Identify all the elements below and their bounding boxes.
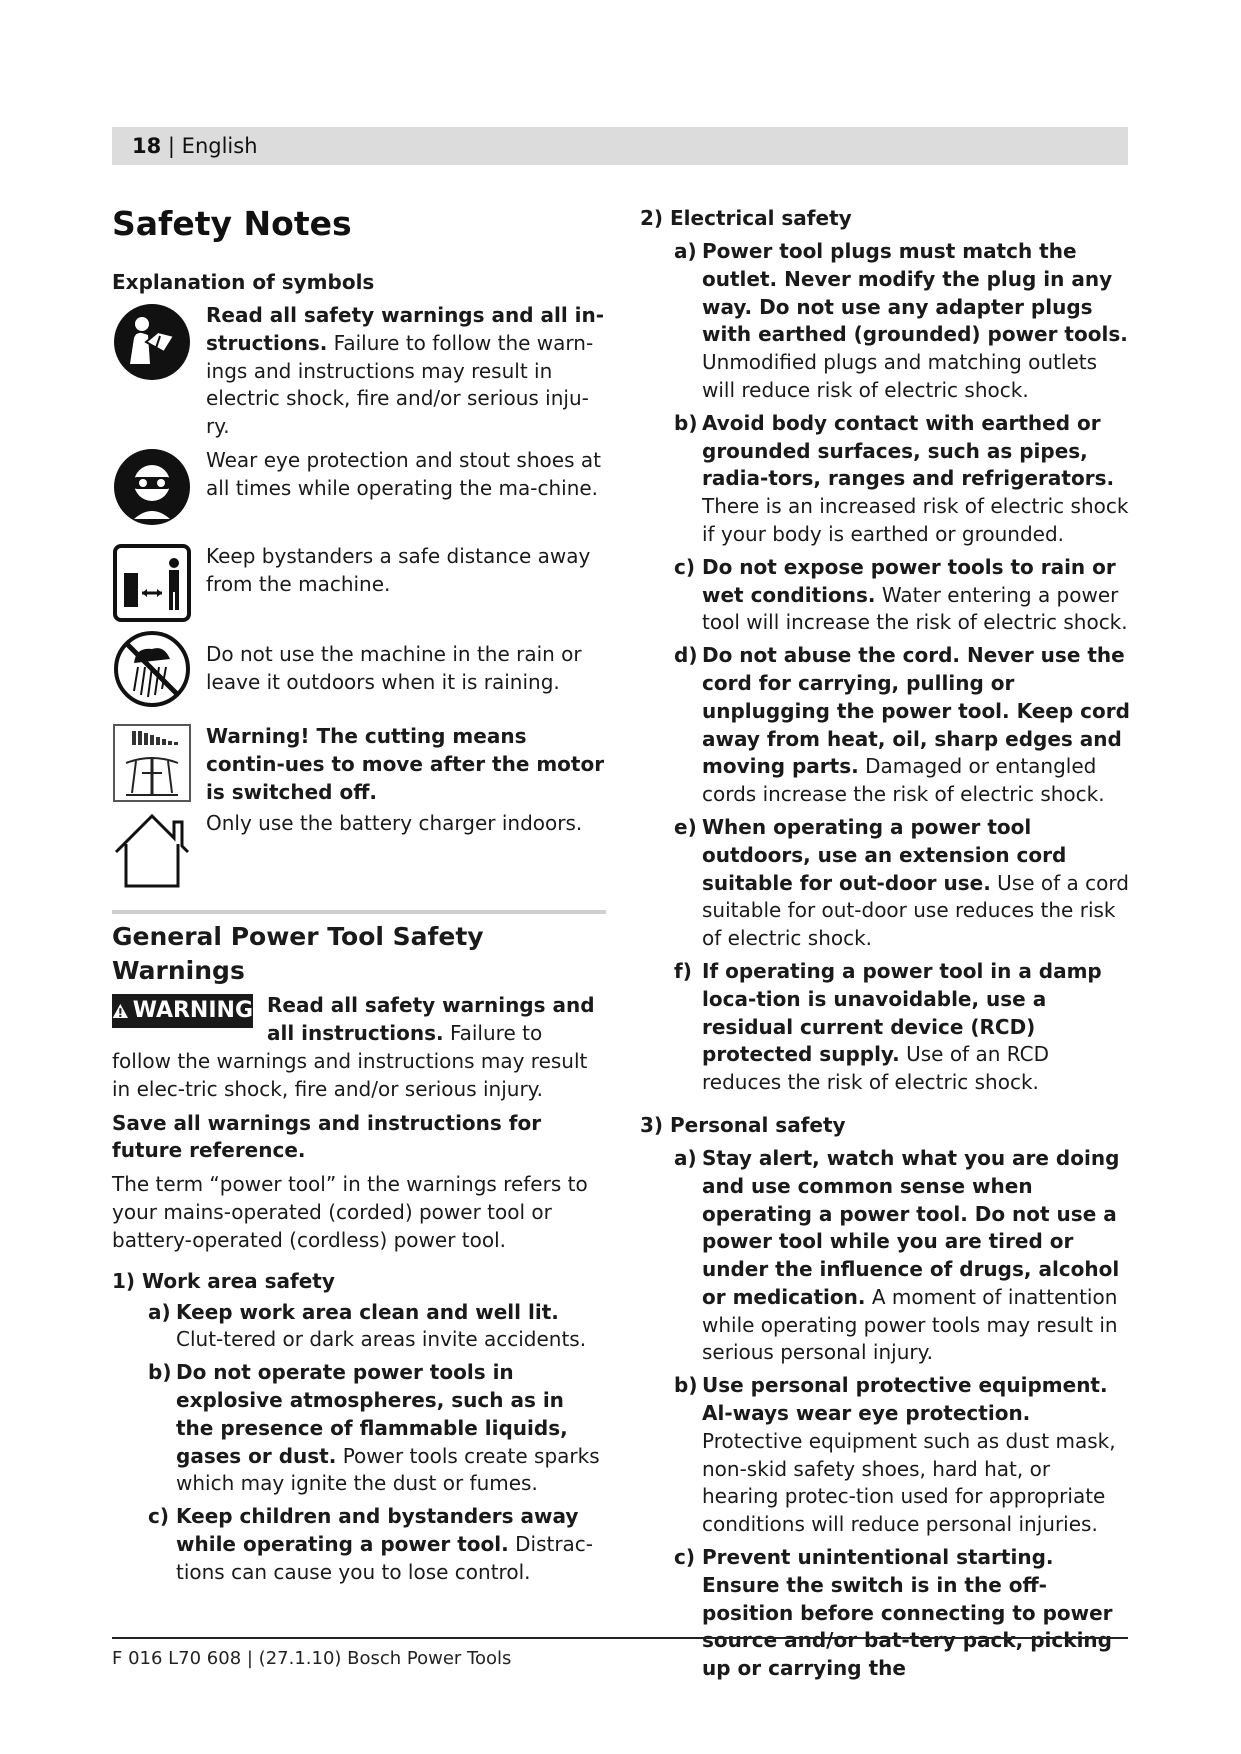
symbol-text: Wear eye protection and stout shoes at all times while operating the ma-chine.	[206, 447, 601, 500]
list-item	[148, 1359, 606, 1498]
list-item	[674, 410, 1130, 549]
work-area-heading: 1) Work area safety	[112, 1268, 335, 1293]
item-text: Unmodified plugs and matching outlets will reduce risk of electric shock.	[702, 350, 1098, 402]
eye-protection-icon	[112, 447, 194, 527]
item-label: b)	[674, 410, 698, 435]
personal-list	[674, 1145, 1130, 1683]
general-warnings-heading: General Power Tool Safety Warnings	[112, 922, 484, 986]
warning-text: Failure to follow the warnings and instructions may result in elec-tric shock, fire and/or serious injury.	[112, 1021, 588, 1101]
item-text: Clut-tered or dark areas invite accidents.	[176, 1327, 587, 1352]
list-item	[674, 238, 1130, 405]
item-label: a)	[674, 1145, 697, 1170]
electrical-heading: 2) Electrical safety	[640, 206, 852, 230]
item-bold-text: Do not abuse the cord. Never use the cord for carrying, pulling or unplugging the power tool. Keep cord away from heat, oil, sharp edges and moving parts.	[702, 643, 1130, 779]
read-manual-icon	[112, 302, 194, 382]
list-item	[148, 1503, 606, 1586]
page-header	[112, 127, 1128, 165]
page-number: 18	[132, 134, 162, 158]
symbol-row	[112, 302, 606, 441]
item-label: c)	[674, 1545, 695, 1570]
item-label: c)	[148, 1504, 169, 1529]
item-bold-text: Power tool plugs must match the outlet. Never modify the plug in any way. Do not use any adapter plugs with earthed (grounded) power tools.	[702, 239, 1128, 347]
term-definition: The term “power tool” in the warnings refers to your mains-operated (corded) power tool or battery-operated (cordless) power tool.	[112, 1172, 588, 1252]
symbol-bold-text: Read all safety warnings and all in-structions.	[206, 303, 605, 355]
symbol-row	[112, 629, 606, 709]
item-bold-text: When operating a power tool outdoors, use an extension cord suitable for out-door use.	[702, 814, 1067, 895]
list-item	[674, 1372, 1130, 1539]
warning-label: WARNING	[132, 998, 253, 1024]
symbols-heading: Explanation of symbols	[112, 270, 375, 294]
keep-distance-icon	[112, 543, 194, 623]
symbol-text: Failure to follow the warn-ings and instructions may result in electric shock, fire and/or serious inju-ry.	[206, 330, 594, 439]
warning-badge	[112, 994, 253, 1028]
page-footer: F 016 L70 608 | (27.1.10) Bosch Power Tools	[112, 1648, 512, 1669]
symbol-row	[112, 723, 606, 806]
list-item	[148, 1299, 606, 1355]
symbol-row	[112, 810, 606, 890]
symbol-text: Keep bystanders a safe distance away from the machine.	[206, 543, 591, 596]
work-area-list	[148, 1299, 606, 1587]
right-column	[640, 204, 1130, 1683]
warning-bold-text: Read all safety warnings and all instructions.	[267, 993, 595, 1046]
symbol-text: Do not use the machine in the rain or leave it outdoors when it is raining.	[206, 641, 582, 694]
section-divider	[112, 910, 606, 914]
list-item	[674, 1544, 1130, 1683]
item-label: a)	[674, 239, 697, 263]
item-label: b)	[148, 1360, 172, 1385]
item-text: Use of a cord suitable for out-door use reduces the risk of electric shock.	[702, 870, 1129, 951]
symbol-text: Only use the battery charger indoors.	[206, 811, 583, 836]
left-column	[112, 200, 606, 1587]
warning-triangle-icon	[112, 1000, 129, 1022]
item-bold-text: Keep work area clean and well lit.	[176, 1299, 559, 1324]
list-item	[674, 814, 1130, 953]
item-text: A moment of inattention while operating power tools may result in serious personal injury.	[702, 1284, 1118, 1365]
symbol-row	[112, 543, 606, 623]
indoor-house-icon	[112, 810, 194, 890]
item-label: e)	[674, 814, 697, 839]
item-text: There is an increased risk of electric shock if your body is earthed or grounded.	[702, 494, 1129, 546]
item-bold-text: Avoid body contact with earthed or grounded surfaces, such as pipes, radia-tors, ranges and refrigerators.	[702, 410, 1115, 491]
item-bold-text: Keep children and bystanders away while operating a power tool.	[176, 1504, 579, 1556]
no-rain-icon	[112, 629, 194, 709]
item-label: f)	[674, 958, 692, 983]
item-text: Distrac-tions can cause you to lose control.	[176, 1531, 594, 1584]
footer-rule	[112, 1637, 1128, 1639]
item-bold-text: Do not expose power tools to rain or wet conditions.	[702, 554, 1116, 607]
personal-heading: 3) Personal safety	[640, 1112, 846, 1137]
item-bold-text: If operating a power tool in a damp loca-tion is unavoidable, use a residual current device (RCD) protected supply.	[702, 958, 1102, 1067]
warning-paragraph	[112, 992, 606, 1103]
item-bold-text: Prevent unintentional starting. Ensure the switch is in the off-position before connecting to power source and/or bat-tery pack, picking up or carrying the	[702, 1545, 1113, 1681]
item-bold-text: Use personal protective equipment. Al-ways wear eye protection.	[702, 1373, 1108, 1426]
item-text: Water entering a power tool will increase the risk of electric shock.	[702, 582, 1128, 635]
item-label: c)	[674, 554, 695, 579]
list-item	[674, 642, 1130, 809]
header-language: English	[181, 134, 258, 158]
header-separator: |	[161, 134, 182, 158]
save-instructions: Save all warnings and instructions for future reference.	[112, 1110, 542, 1163]
item-bold-text: Stay alert, watch what you are doing and use common sense when operating a power tool. Do not use a power tool while you are tired or under the influence of drugs, alcohol or medication.	[702, 1145, 1120, 1309]
cutting-blade-icon	[112, 723, 194, 803]
item-text: Damaged or entangled cords increase the risk of electric shock.	[702, 754, 1105, 807]
page-title: Safety Notes	[112, 204, 352, 243]
item-label: d)	[674, 643, 698, 668]
item-bold-text: Do not operate power tools in explosive atmospheres, such as in the presence of flammable liquids, gases or dust.	[176, 1360, 568, 1468]
list-item	[674, 958, 1130, 1097]
item-text: Power tools create sparks which may ignite the dust or fumes.	[176, 1443, 600, 1496]
item-text: Use of an RCD reduces the risk of electric shock.	[702, 1042, 1050, 1095]
list-item	[674, 554, 1130, 637]
list-item	[674, 1145, 1130, 1367]
symbol-row	[112, 447, 606, 527]
item-label: b)	[674, 1373, 698, 1398]
item-text: Protective equipment such as dust mask, non-skid safety shoes, hard hat, or hearing protec-tion used for appropriate conditions will reduce personal injuries.	[702, 1428, 1116, 1537]
electrical-list	[674, 238, 1130, 1097]
symbol-bold-text: Warning! The cutting means contin-ues to move after the motor is switched off.	[206, 723, 605, 804]
item-label: a)	[148, 1299, 171, 1324]
